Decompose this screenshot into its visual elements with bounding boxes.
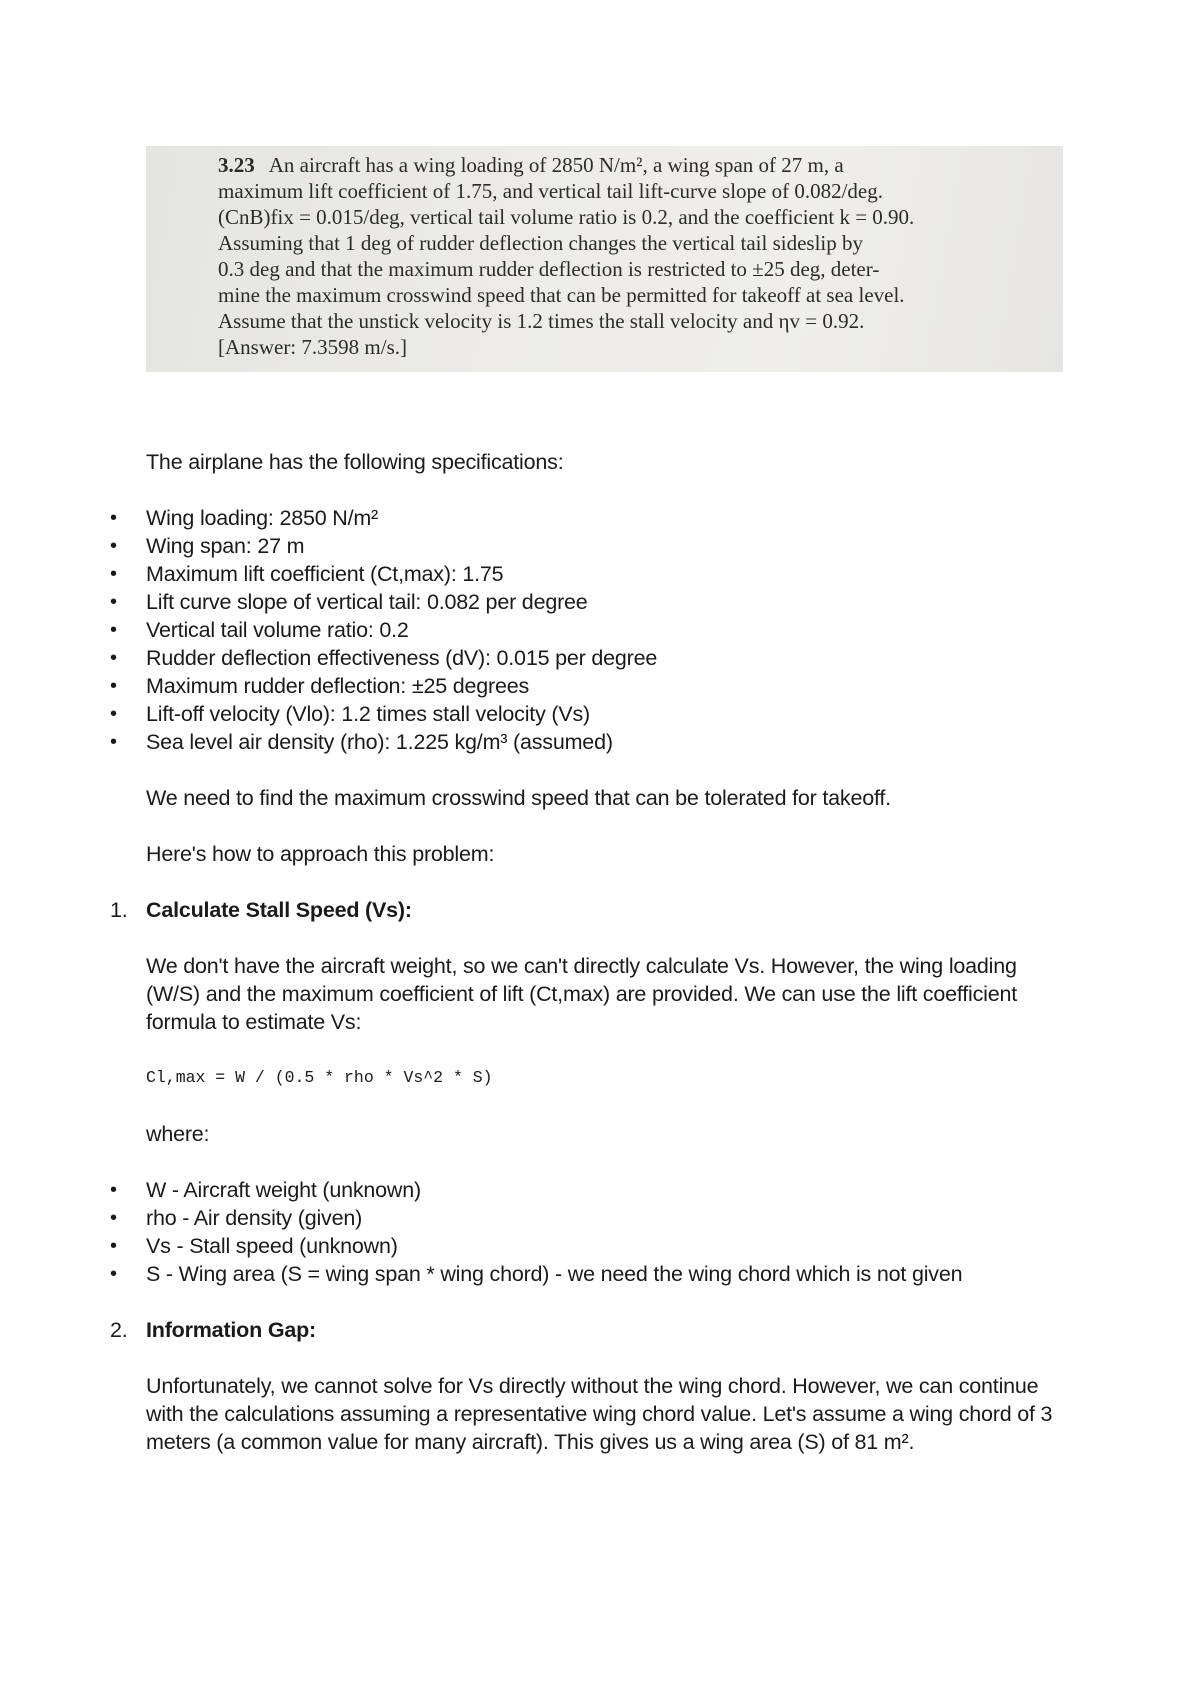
document-body [110, 448, 1076, 1484]
problem-answer: [Answer: 7.3598 m/s.] [218, 335, 407, 359]
variable-item: • rho - Air density (given) [146, 1204, 1076, 1232]
spec-item: • Vertical tail volume ratio: 0.2 [146, 616, 1076, 644]
problem-number: 3.23 [218, 153, 255, 177]
problem-line-3: (CnB)fix = 0.015/deg, vertical tail volume ratio is 0.2, and the coefficient k = 0.90. [218, 205, 915, 229]
spec-item: • Maximum rudder deflection: ±25 degrees [146, 672, 1076, 700]
problem-line-1: 3.23 An aircraft has a wing loading of 2850 N/m², a wing span of 27 m, a [218, 153, 844, 177]
spec-item: • Wing span: 27 m [146, 532, 1076, 560]
step-1-heading [110, 896, 1076, 924]
step-number: 1. [110, 898, 128, 922]
variable-item: • W - Aircraft weight (unknown) [146, 1176, 1076, 1204]
step-title: Information Gap: [146, 1318, 316, 1342]
variable-item: • S - Wing area (S = wing span * wing chord) - we need the wing chord which is not given [146, 1260, 1076, 1288]
where-label: where: [146, 1122, 210, 1146]
spec-item: • Lift curve slope of vertical tail: 0.082 per degree [146, 588, 1076, 616]
problem-line-7: Assume that the unstick velocity is 1.2 times the stall velocity and ηv = 0.92. [218, 309, 865, 333]
variable-item: • Vs - Stall speed (unknown) [146, 1232, 1076, 1260]
problem-line-2: maximum lift coefficient of 1.75, and vertical tail lift-curve slope of 0.082/deg. [218, 179, 883, 203]
step-2-heading [110, 1316, 1076, 1344]
spec-item: • Rudder deflection effectiveness (dV): 0.015 per degree [146, 644, 1076, 672]
step-number: 2. [110, 1318, 128, 1342]
problem-line-4: Assuming that 1 deg of rudder deflection changes the vertical tail sideslip by [218, 231, 863, 255]
step-title: Calculate Stall Speed (Vs): [146, 898, 412, 922]
step-1-text: We don't have the aircraft weight, so we can't directly calculate Vs. However, the wing loading (W/S) and the maximum coefficient of lift (Ct,max) are provided. We can use the lift coefficient formula to estimate Vs: [146, 954, 1018, 1034]
variable-list [146, 1176, 1076, 1288]
problem-image [146, 146, 1063, 372]
spec-item: • Lift-off velocity (Vlo): 1.2 times stall velocity (Vs) [146, 700, 1076, 728]
spec-item: • Maximum lift coefficient (Ct,max): 1.75 [146, 560, 1076, 588]
lift-formula: Cl,max = W / (0.5 * rho * Vs^2 * S) [146, 1068, 493, 1087]
step-2-text: Unfortunately, we cannot solve for Vs directly without the wing chord. However, we can continue with the calculations assuming a representative wing chord value. Let's assume a wing chord of 3 meters (a common value for many aircraft). This gives us a wing area (S) of 81 m². [146, 1374, 1053, 1454]
spec-item: • Wing loading: 2850 N/m² [146, 504, 1076, 532]
spec-item: • Sea level air density (rho): 1.225 kg/m³ (assumed) [146, 728, 1076, 756]
approach-text: Here's how to approach this problem: [146, 842, 495, 866]
problem-line-6: mine the maximum crosswind speed that can be permitted for takeoff at sea level. [218, 283, 905, 307]
intro-text: The airplane has the following specifications: [146, 450, 564, 474]
problem-line-5: 0.3 deg and that the maximum rudder deflection is restricted to ±25 deg, deter- [218, 257, 880, 281]
spec-list [146, 504, 1076, 756]
goal-text: We need to find the maximum crosswind speed that can be tolerated for takeoff. [146, 786, 891, 810]
